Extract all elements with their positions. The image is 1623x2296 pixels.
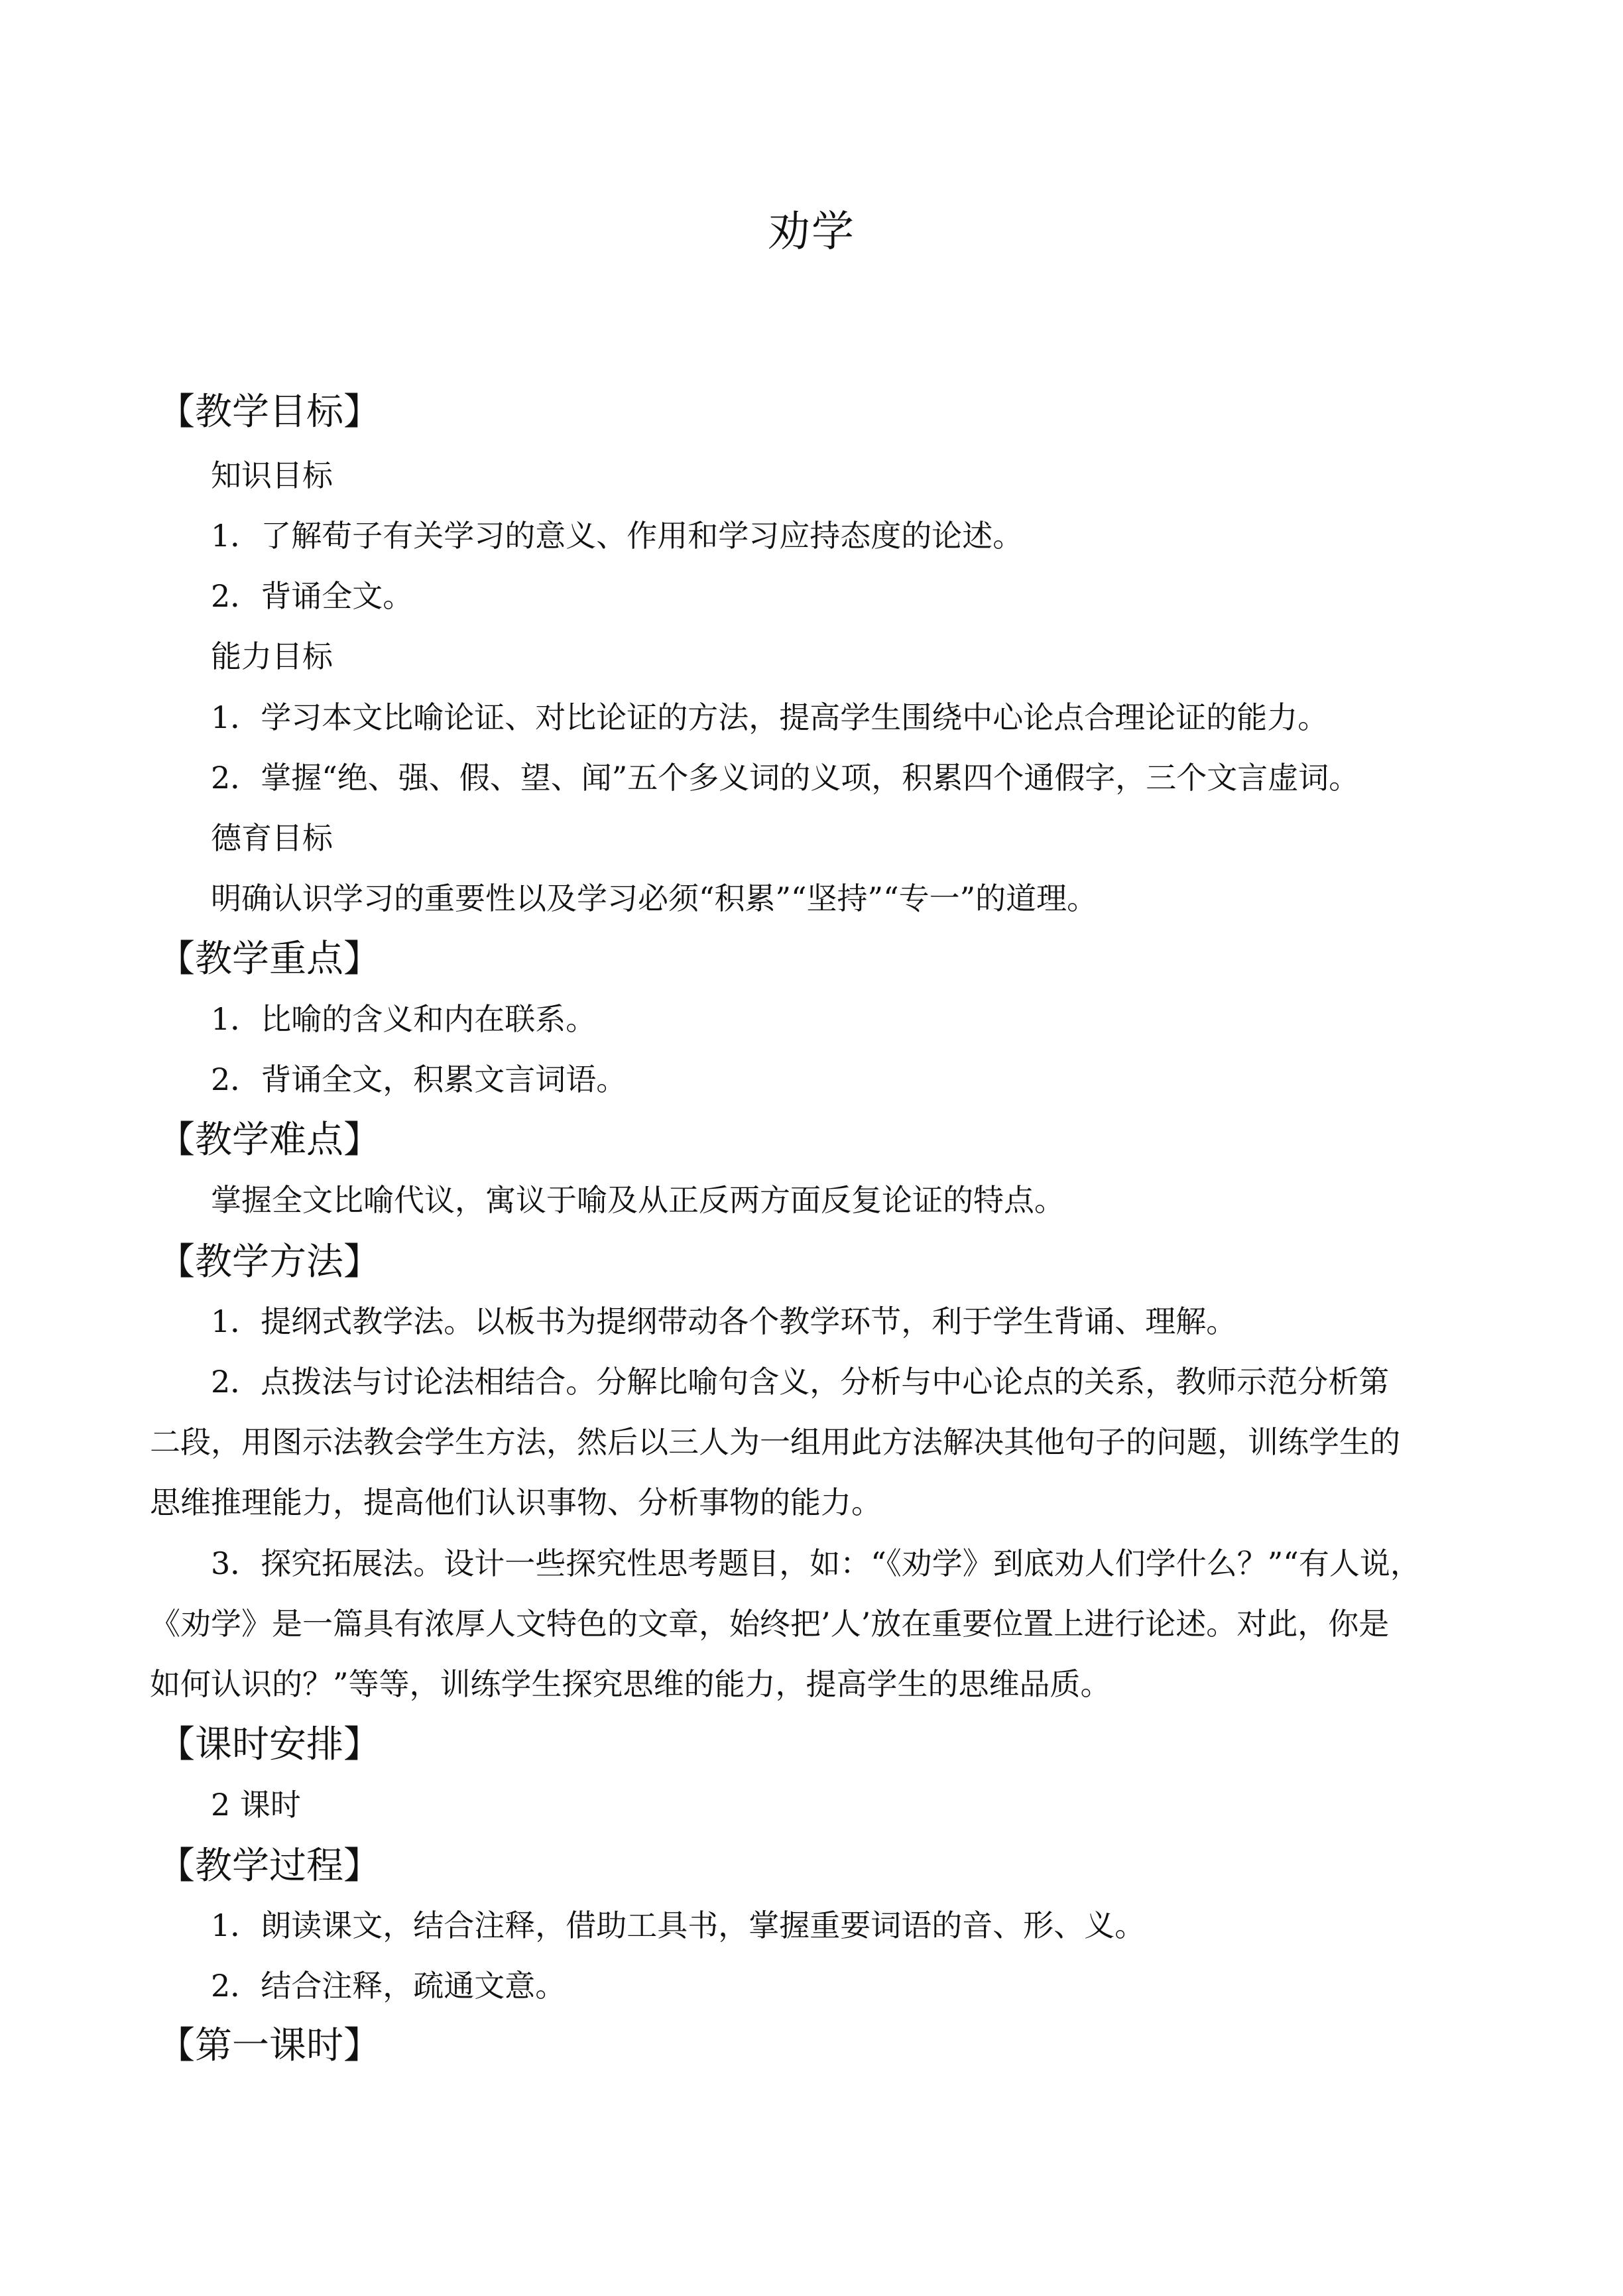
method-2-line-2: 二段，用图示法教会学生方法，然后以三人为一组用此方法解决其他句子的问题，训练学生的 — [150, 1424, 1400, 1460]
section-heading-schedule: 【课时安排】 — [158, 1723, 381, 1766]
method-3-line-3: 如何认识的？”等等，训练学生探究思维的能力，提高学生的思维品质。 — [150, 1666, 1111, 1702]
ability-goal-1: 1．学习本文比喻论证、对比论证的方法，提高学生围绕中心论点合理论证的能力。 — [211, 699, 1329, 735]
method-3-line-2: 《劝学》是一篇具有浓厚人文特色的文章，始终把’人’放在重要位置上进行论述。对此，你是 — [150, 1606, 1390, 1642]
ability-goal-2: 2．掌握“绝、强、假、望、闻”五个多义词的义项，积累四个通假字，三个文言虚词。 — [211, 760, 1360, 796]
method-2-line-3: 思维推理能力，提高他们认识事物、分析事物的能力。 — [150, 1484, 882, 1520]
process-step-1: 1．朗读课文，结合注释，借助工具书，掌握重要词语的音、形、义。 — [211, 1907, 1146, 1943]
key-point-1: 1．比喻的含义和内在联系。 — [211, 1001, 597, 1037]
section-heading-methods: 【教学方法】 — [158, 1240, 381, 1284]
subheading-moral-goals: 德育目标 — [211, 820, 333, 856]
subheading-ability-goals: 能力目标 — [211, 638, 333, 674]
method-2-line-1: 2．点拨法与讨论法相结合。分解比喻句含义，分析与中心论点的关系，教师示范分析第 — [211, 1364, 1390, 1400]
section-heading-process: 【教学过程】 — [158, 1844, 381, 1888]
knowledge-goal-2: 2．背诵全文。 — [211, 578, 414, 614]
subheading-knowledge-goals: 知识目标 — [211, 457, 333, 493]
knowledge-goal-1: 1．了解荀子有关学习的意义、作用和学习应持态度的论述。 — [211, 518, 1024, 554]
method-3-line-1: 3．探究拓展法。设计一些探究性思考题目，如：“《劝学》到底劝人们学什么？”“有人说， — [211, 1545, 1421, 1581]
moral-goal-1: 明确认识学习的重要性以及学习必须“积累”“坚持”“专一”的道理。 — [211, 880, 1098, 916]
key-point-2: 2．背诵全文，积累文言词语。 — [211, 1061, 627, 1097]
schedule-1: 2 课时 — [211, 1787, 301, 1823]
section-heading-key-points: 【教学重点】 — [158, 937, 381, 981]
document-title: 劝学 — [768, 208, 855, 257]
section-heading-teaching-goals: 【教学目标】 — [158, 391, 381, 434]
section-heading-first-lesson: 【第一课时】 — [158, 2024, 381, 2067]
difficulty-1: 掌握全文比喻代议，寓议于喻及从正反两方面反复论证的特点。 — [211, 1182, 1065, 1218]
section-heading-difficulties: 【教学难点】 — [158, 1118, 381, 1162]
method-1: 1．提纲式教学法。以板书为提纲带动各个教学环节，利于学生背诵、理解。 — [211, 1303, 1237, 1339]
process-step-2: 2．结合注释，疏通文意。 — [211, 1968, 566, 2004]
